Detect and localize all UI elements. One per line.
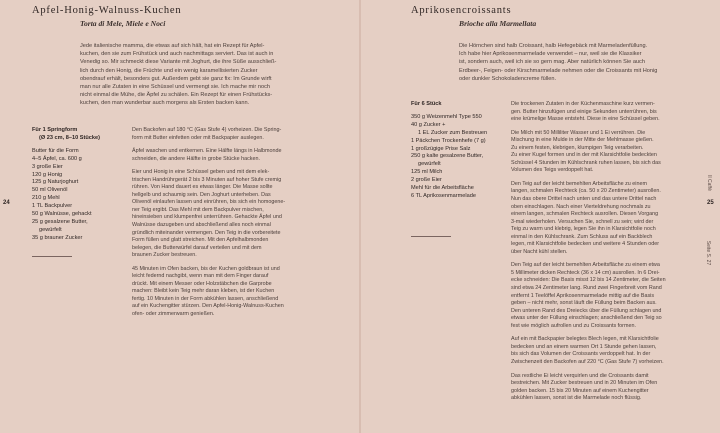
right-ingredient-list [411,101,487,201]
method-line: Den Teig auf der leicht bemehlten Arbeitsfläche zu einem etwa [511,262,660,269]
ingredient-item: 250 g kalte gesalzene Butter, [411,153,484,160]
ingredient-heading: (Ø 23 cm, 8–10 Stücke) [39,134,100,141]
method-line: gründlich miteinander vermengen. Den Teig in die vorbereitete [132,229,281,236]
method-line: Walnüsse dazugeben und abschließend alles noch einmal [132,222,271,229]
ingredient-heading: Für 1 Springform [32,127,78,133]
method-line: golden backen. 15 bis 20 Minuten auf einem Kuchengitter [511,387,649,394]
method-line: Volumen des Teigs verdoppelt hat. [511,167,594,174]
ingredient-item: 1 Päckchen Trockenhefe (7 g) [411,137,486,144]
method-line: Teig zu warm und klebrig, legen Sie ihn in Klarsichtfolie noch [511,226,656,233]
method-line: Das restliche Ei leicht verquirlen und die Croissants damit [511,372,649,379]
method-line: 3-mal wiederholen. Versuchen Sie, schnell zu sein; wird der [511,218,654,225]
ingredient-item: 125 ml Milch [411,169,443,176]
method-line: bis sich das Volumen der Croissants verdoppelt hat. In der [511,351,651,358]
method-line: sind etwa 24 Zentimeter lang. Rund zwei Fingerbreit vom Rand [511,285,662,292]
right-page-number: 25 [707,200,714,206]
method-paragraph [132,127,322,142]
method-line: abkühlen lassen, sonst ist die Marmelade noch flüssig. [511,395,642,402]
method-line: Mischung in eine Mulde in der Mitte der Mehlmasse gießen. [511,137,654,144]
method-line: rühren. Von Hand dauert es etwas länger. Die Masse sollte [132,184,273,191]
method-line: 45 Minuten im Ofen backen, bis der Kuchen goldbraun ist und [132,265,280,272]
ingredient-item: 350 g Weizenmehl Type 550 [411,113,482,120]
method-line: Zu einer Kugel formen und in der mit Klarsichtfolie bedeckten [511,152,657,159]
method-line: Zu einem festen, klebrigen, klumpigen Teig verarbeiten. [511,144,644,151]
ingredient-item: 6 TL Aprikosenmarmelade [411,192,476,199]
method-line: Nun das obere Drittel nach unten und das untere Drittel nach [511,196,657,203]
right-method-text [511,101,701,409]
method-line: gen. Butter hinzufügen und einige Sekunden unterrühren, bis [511,108,657,115]
intro-line: obendrauf erhält, besonders gut. Außerdem gebt sie ganz fix: Im Grunde wirft [80,75,272,82]
right-page-title: Aprikosencroissants [411,5,512,16]
method-line: langen, schmalen Rechteck (ca. 50 x 20 Zentimeter) ausrollen. [511,188,661,195]
method-line: hineinsieben und klumpenfrei unterrühren. Gehackte Äpfel und [132,214,282,221]
method-line: drückt. Mit einem Messer oder Holzstäbchen die Garprobe [132,280,272,287]
method-line: fertig. 10 Minuten in der Form abkühlen lassen, anschließend [132,295,279,302]
method-line: trischen Handrührgerät 2 bis 3 Minuten auf hoher Stufe cremig [132,176,282,183]
method-paragraph [511,336,701,366]
method-line: Die trockenen Zutaten in der Küchenmaschine kurz vermen- [511,101,655,107]
ingredient-heading: Für 6 Stück [411,101,442,107]
ingredient-item: 50 ml Olivenöl [32,187,68,194]
method-line: Eier und Honig in eine Schüssel geben und mit dem elek- [132,169,270,176]
ingredient-item: 210 g Mehl [32,195,60,202]
left-page-subtitle: Torta di Mele, Miele e Noci [80,19,166,28]
method-line: etwas unter der Füllung einschlagen; anschließend den Teig so [511,315,662,322]
method-line: Auf ein mit Backpapier belegtes Blech legen, mit Klarsichtfolie [511,336,659,343]
method-line: ofen- oder zimmerwarm genießen. [132,311,215,318]
method-line: legen, mit Klarsichtfolie bedecken und weitere 4 Stunden oder [511,241,660,248]
ingredient-item: 4–5 Äpfel, ca. 600 g [32,155,82,162]
method-line: einem langen, schmalen Rechteck ausrollen. Diesen Vorgang [511,211,659,218]
right-page-subtitle: Brioche alla Marmellata [459,19,537,28]
method-line: Zwischenzeit den Backofen auf 220 °C (Gas Stufe 7) vorheizen. [511,358,664,365]
intro-line: man nur alle Zutaten in eine Schüssel und vermengt sie. Ich mache mir noch [80,84,270,91]
method-line: Den Backofen auf 180 °C (Gas Stufe 4) vorheizen. Die Spring- [132,127,282,133]
ingredient-item: 50 g Walnüsse, gehackt [32,211,92,218]
left-page-title: Apfel-Honig-Walnuss-Kuchen [32,5,182,16]
method-line: Den Teig auf der leicht bemehlten Arbeitsfläche zu einem [511,180,647,187]
intro-line: Ich habe hier Aprikosenmarmelade verwendet – nur, weil sie die Klassiker [459,51,642,58]
method-line: eine krümelige Masse entsteht. Diese in eine Schüssel geben. [511,116,660,123]
method-line: bedecken und an einem warmen Ort 1 Stunde gehen lassen, [511,343,657,350]
method-line: Form füllen und glatt streichen. Mit den Apfelhalbmonden [132,237,269,244]
method-line: Die Milch mit 50 Milliliter Wasser und 1 Ei verrühren. Die [511,129,646,136]
ingredient-item: 35 g brauner Zucker [32,234,83,241]
intro-line: nicht einmal die Mühe, die Äpfel zu schälen. Ein Rezept für einen Frühstücks- [80,92,273,99]
method-line: form mit Butter einfetten oder mit Backpapier auslegen. [132,134,264,141]
method-paragraph [132,148,322,163]
method-line: ecke schneiden: Die Basis misst 12 bis 14 Zentimeter, die Seiten [511,277,666,284]
method-line: Schüssel 4 Stunden im Kühlschrank ruhen lassen, bis sich das [511,159,661,166]
method-line: 5 Millimeter dicken Rechteck (36 x 14 cm) ausrollen. In 6 Drei- [511,269,660,276]
method-line: Olivenöl einlaufen lassen und einrühren, bis sich ein homogene- [132,199,286,206]
method-line: geben – nicht mehr, sonst läuft die Füllung beim Backen aus. [511,300,657,307]
method-line: über Nacht kühl stellen. [511,248,568,255]
method-line: auf ein Kuchengitter stürzen. Den Apfel-Honig-Walnuss-Kuchen [132,303,284,310]
ingredient-item: 3 große Eier [32,163,63,170]
left-side-text-2 [0,231,2,247]
intro-line: ist, sondern auch, weil ich sie so gern mag. Aber natürlich können Sie auch [459,59,645,66]
right-side-text-2: Seite S. 27 [705,240,712,266]
intro-line: Die Hörnchen sind halb Croissant, halb Hefegebäck mit Marmeladenfüllung. [459,43,648,49]
ingredient-item: gewürfelt [39,226,62,233]
left-method-text [132,127,322,325]
right-side-text-1: Il Caffè [705,175,712,191]
intro-line: Erdbeer-, Feigen- oder Kirschmarmelade nehmen oder die Croissants mit Honig [459,67,658,74]
ingredient-item: Mehl für die Arbeitsfläche [411,185,474,192]
method-line: bestreichen. Mit Zucker bestreuen und in 20 Minuten im Ofen [511,380,658,387]
method-line: Den unteren Rand des Dreiecks über die Füllung schlagen und [511,307,662,314]
intro-line: Jede italienische mamma, die etwas auf sich hält, hat ein Rezept für Apfel- [80,43,265,49]
method-paragraph [132,266,322,319]
method-paragraph [511,373,701,403]
method-line: machen: Bleibt kein Teig mehr daran kleben, ist der Kuchen [132,288,275,295]
method-line: entfernt 1 Teelöffel Aprikosenmarmelade mittig auf die Basis [511,292,655,299]
intro-line: kuchen, den man wunderbar auch morgens als Ersten backen kann. [80,100,250,107]
ingredient-item: 40 g Zucker + [411,121,446,128]
ingredient-item: Butter für die Form [32,147,79,154]
method-line: einmal in den Kühlschrank. Zum Schluss auf ein Backblech [511,233,653,240]
left-ingredient-list [32,127,100,243]
method-line: braunen Zucker bestreuen. [132,252,197,259]
left-page-number: 24 [3,200,10,206]
method-paragraph [511,130,701,175]
method-paragraph [511,181,701,256]
intro-line: kuchen, den sie zum Frühstück und auch nachmittags serviert. Das ist auch in [80,51,274,58]
method-line: belegen, die Butterwürfel darauf verteilen und mit dem [132,244,262,251]
method-paragraph [132,169,322,260]
method-line: oben einschlagen. Nach einer Vierteldrehung nochmals zu [511,203,651,210]
method-line: hellgelb und schaumig sein. Den Joghurt unterheben. Das [132,191,271,198]
method-line: Äpfel waschen und entkernen. Eine Hälfte längs in Halbmonde [132,148,282,155]
left-ingredient-divider [32,256,72,257]
intro-line: Venedig so. Mir schmeckt diese Variante mit Joghurt, die ihre Süße ausschließ- [80,59,277,66]
ingredient-item: 1 TL Backpulver [32,203,73,210]
method-paragraph [511,101,701,124]
method-line: leicht federnd nachgibt, wenn man mit dem Finger darauf [132,273,269,280]
method-line: fest wie möglich aufrollen und zu Croissants formen. [511,322,636,329]
ingredient-item: 2 große Eier [411,177,442,184]
ingredient-item: 1 großzügige Prise Salz [411,145,471,152]
ingredient-item: 1 EL Zucker zum Bestreuen [418,129,488,136]
left-intro-text [80,42,325,108]
ingredient-item: 125 g Naturjoghurt [32,179,79,186]
right-ingredient-divider [411,236,451,237]
intro-line: lich durch den Honig, die Früchte und ein wenig karamellisierten Zucker [80,67,258,74]
method-line: schneiden, die andere Hälfte in grobe Stücke hacken. [132,155,260,162]
ingredient-item: 25 g gesalzene Butter, [32,218,88,225]
ingredient-item: gewürfelt [418,161,441,168]
ingredient-item: 120 g Honig [32,171,63,178]
method-paragraph [511,262,701,330]
page-gutter [359,0,361,433]
intro-line: oder dunkler Schokoladencreme füllen. [459,75,557,82]
right-intro-text [459,42,699,83]
method-line: ner Teig ergibt. Das Mehl mit dem Backpulver mischen, [132,206,264,213]
